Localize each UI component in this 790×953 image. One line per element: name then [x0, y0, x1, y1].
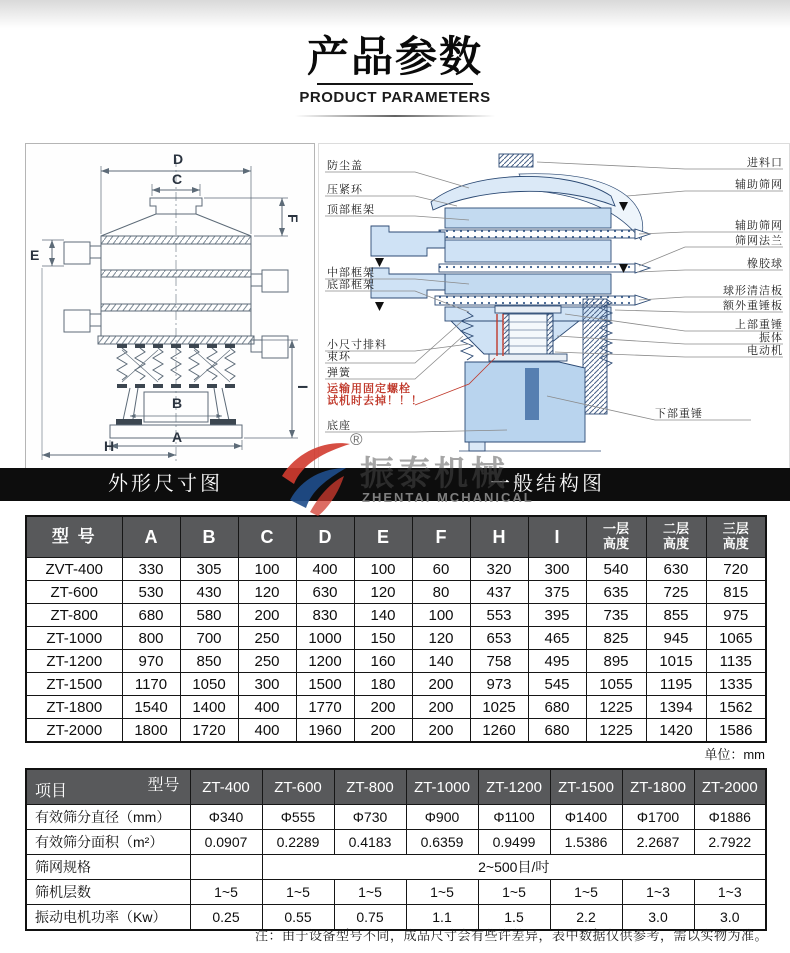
unit-note: 单位：mm: [704, 747, 765, 762]
value-cell: 200: [412, 719, 470, 743]
dim-label-i: I: [295, 385, 311, 389]
value-cell: 100: [412, 604, 470, 627]
value-cell: 720: [706, 558, 766, 581]
value-cell: 160: [354, 650, 412, 673]
value-cell: 1960: [296, 719, 354, 743]
value-cell: 975: [706, 604, 766, 627]
value-cell: 553: [470, 604, 528, 627]
label-vibrating-body: 振体: [759, 332, 783, 344]
dimension-diagram-svg: [26, 144, 314, 469]
value-cell: 120: [412, 627, 470, 650]
table1-header-model: 型 号: [26, 516, 122, 558]
table2-header-model: ZT-1800: [622, 769, 694, 805]
value-cell: 0.4183: [334, 830, 406, 855]
table2-row: [26, 855, 766, 880]
value-cell: 1.5386: [550, 830, 622, 855]
value-cell: 635: [586, 581, 646, 604]
dim-label-b: B: [172, 395, 183, 411]
row-label-cell: 筛网规格: [26, 855, 190, 880]
caption-bar: [0, 468, 790, 501]
value-cell: 800: [122, 627, 180, 650]
value-cell: 1015: [646, 650, 706, 673]
table1-header-height3: 三层高度: [706, 516, 766, 558]
value-cell: Φ555: [262, 805, 334, 830]
value-cell: 1420: [646, 719, 706, 743]
table1-row: [26, 673, 766, 696]
value-cell: Φ1700: [622, 805, 694, 830]
table1-row: [26, 696, 766, 719]
value-cell: 1000: [296, 627, 354, 650]
value-cell: 0.55: [262, 905, 334, 931]
value-cell: 430: [180, 581, 238, 604]
label-base: 底座: [327, 420, 351, 432]
value-cell: 973: [470, 673, 528, 696]
table1-header-height2: 二层高度: [646, 516, 706, 558]
value-cell: 1394: [646, 696, 706, 719]
brand-name-en: ZHENTAI MCHANICAL: [362, 490, 534, 505]
structure-diagram-svg: [319, 144, 789, 469]
label-screen-flange: 筛网法兰: [735, 235, 783, 247]
value-cell: 1~3: [694, 880, 766, 905]
value-cell: 140: [412, 650, 470, 673]
table2-row: [26, 805, 766, 830]
value-cell: 758: [470, 650, 528, 673]
label-ball-cleaning-plate: 球形清洁板: [723, 285, 783, 297]
table1-row: [26, 719, 766, 743]
value-cell: 1025: [470, 696, 528, 719]
footnote: 注：由于设备型号不同，成品尺寸会有些许差异，表中数据仅供参考，需以实物为准。: [254, 928, 768, 943]
table2-corner-cell: [26, 769, 190, 805]
value-cell: 305: [180, 558, 238, 581]
value-cell: 200: [412, 673, 470, 696]
value-cell: 1~5: [478, 880, 550, 905]
header-divider: [295, 115, 495, 117]
table1-header-c: C: [238, 516, 296, 558]
value-cell: 250: [238, 627, 296, 650]
table1-row: [26, 581, 766, 604]
value-cell: 200: [238, 604, 296, 627]
model-cell: ZT-800: [26, 604, 122, 627]
value-cell: 1~3: [622, 880, 694, 905]
model-cell: ZT-1500: [26, 673, 122, 696]
caption-dimension-diagram: 外形尺寸图: [108, 473, 223, 495]
value-cell: 1055: [586, 673, 646, 696]
value-cell: 850: [180, 650, 238, 673]
value-cell: 320: [470, 558, 528, 581]
dim-label-c: C: [172, 171, 183, 187]
table1-header-b: B: [180, 516, 238, 558]
table2-header-model: ZT-800: [334, 769, 406, 805]
value-cell: 1~5: [550, 880, 622, 905]
table1-row: [26, 558, 766, 581]
table1-header-i: I: [528, 516, 586, 558]
dim-label-a: A: [172, 429, 183, 445]
value-cell: 540: [586, 558, 646, 581]
label-motor: 电动机: [747, 345, 783, 357]
value-cell: 3.0: [694, 905, 766, 931]
model-cell: ZT-1000: [26, 627, 122, 650]
value-cell: 0.25: [190, 905, 262, 931]
page-title: 产品参数: [306, 33, 483, 80]
page-header: [0, 34, 790, 117]
table1-header-e: E: [354, 516, 412, 558]
value-cell: 300: [528, 558, 586, 581]
model-cell: ZT-1800: [26, 696, 122, 719]
value-cell: 0.9499: [478, 830, 550, 855]
value-cell: 0.6359: [406, 830, 478, 855]
label-aux-screen-2: 辅助筛网: [735, 220, 783, 232]
value-cell: 1170: [122, 673, 180, 696]
value-cell: 1.1: [406, 905, 478, 931]
value-cell: 680: [122, 604, 180, 627]
value-cell: 1720: [180, 719, 238, 743]
value-cell: 495: [528, 650, 586, 673]
table1-header-f: F: [412, 516, 470, 558]
label-upper-weight: 上部重锤: [735, 319, 783, 331]
value-cell: 1065: [706, 627, 766, 650]
value-cell: 1050: [180, 673, 238, 696]
dim-label-d: D: [173, 151, 184, 167]
label-clamp-ring: 压紧环: [327, 184, 363, 196]
machine-outline: [42, 158, 298, 462]
value-cell: 700: [180, 627, 238, 650]
value-cell: 200: [354, 719, 412, 743]
value-cell: 0.0907: [190, 830, 262, 855]
title-underline: [317, 83, 473, 85]
dim-label-e: E: [30, 247, 40, 263]
value-cell: 1562: [706, 696, 766, 719]
table2-header-row: [26, 769, 766, 805]
value-cell: 150: [354, 627, 412, 650]
table1-header-h: H: [470, 516, 528, 558]
value-cell: 140: [354, 604, 412, 627]
value-cell: 400: [238, 696, 296, 719]
value-cell: 60: [412, 558, 470, 581]
corner-label-item: 项目: [35, 783, 68, 800]
value-cell: 825: [586, 627, 646, 650]
value-cell: 680: [528, 719, 586, 743]
value-cell: Φ340: [190, 805, 262, 830]
top-gradient-strip: [0, 0, 790, 28]
value-cell: 395: [528, 604, 586, 627]
value-cell: 1~5: [262, 880, 334, 905]
table2-header-model: ZT-1200: [478, 769, 550, 805]
merged-value-cell: 2~500目/吋: [262, 855, 766, 880]
row-label-cell: 振动电机功率（Kw）: [26, 905, 190, 931]
value-cell: 1.5: [478, 905, 550, 931]
table2-header-model: ZT-1000: [406, 769, 478, 805]
value-cell: 300: [238, 673, 296, 696]
registered-mark: ®: [350, 430, 363, 449]
value-cell: 1195: [646, 673, 706, 696]
value-cell: 1586: [706, 719, 766, 743]
label-lower-weight: 下部重锤: [655, 408, 703, 420]
brand-name-cn: 振泰机械: [360, 455, 508, 493]
value-cell: 1~5: [190, 880, 262, 905]
value-cell: 1135: [706, 650, 766, 673]
value-cell: 200: [354, 696, 412, 719]
value-cell: 653: [470, 627, 528, 650]
value-cell: 895: [586, 650, 646, 673]
label-extra-weight-plate: 额外重锤板: [723, 300, 783, 312]
value-cell: 250: [238, 650, 296, 673]
corner-label-model: 型号: [147, 777, 180, 794]
value-cell: Φ1100: [478, 805, 550, 830]
value-cell: 1800: [122, 719, 180, 743]
value-cell: 400: [296, 558, 354, 581]
value-cell: 725: [646, 581, 706, 604]
value-cell: 680: [528, 696, 586, 719]
label-aux-screen-1: 辅助筛网: [735, 179, 783, 191]
dim-label-h: H: [104, 438, 115, 454]
label-warning-line2: 试机时去掉！！！: [327, 395, 423, 407]
value-cell: 1260: [470, 719, 528, 743]
page-subtitle: PRODUCT PARAMETERS: [299, 89, 491, 107]
row-label-cell: 有效筛分面积（m²）: [26, 830, 190, 855]
value-cell: Φ900: [406, 805, 478, 830]
label-dust-cover: 防尘盖: [327, 160, 363, 172]
value-cell: 735: [586, 604, 646, 627]
value-cell: 1~5: [406, 880, 478, 905]
value-cell: 100: [238, 558, 296, 581]
model-cell: ZT-600: [26, 581, 122, 604]
label-rubber-ball: 橡胶球: [747, 258, 783, 270]
structure-diagram: [318, 143, 790, 470]
dimension-diagram: [25, 143, 315, 470]
value-cell: 0.75: [334, 905, 406, 931]
table1-header-d: D: [296, 516, 354, 558]
label-bottom-frame: 底部框架: [327, 279, 375, 291]
table2-row: [26, 830, 766, 855]
label-feed-inlet: 进料口: [747, 157, 783, 169]
label-small-discharge: 小尺寸排料: [327, 339, 387, 351]
model-cell: ZT-1200: [26, 650, 122, 673]
value-cell: 830: [296, 604, 354, 627]
table1-header-height1: 一层高度: [586, 516, 646, 558]
value-cell: Φ1400: [550, 805, 622, 830]
value-cell: 1225: [586, 696, 646, 719]
dimension-spec-table: [25, 515, 767, 743]
label-middle-frame: 中部框架: [327, 267, 375, 279]
value-cell: 1500: [296, 673, 354, 696]
label-band-ring: 束环: [327, 351, 351, 363]
value-cell: 1770: [296, 696, 354, 719]
value-cell: 1335: [706, 673, 766, 696]
value-cell: 330: [122, 558, 180, 581]
dim-label-f: F: [285, 214, 301, 223]
value-cell: 375: [528, 581, 586, 604]
value-cell: 1~5: [334, 880, 406, 905]
row-label-cell: 有效筛分直径（mm）: [26, 805, 190, 830]
table1-row: [26, 604, 766, 627]
value-cell: 945: [646, 627, 706, 650]
dimension-labels: [30, 151, 311, 454]
label-warning-line1: 运输用固定螺栓: [327, 383, 411, 395]
label-spring: 弹簧: [327, 367, 351, 379]
value-cell: 80: [412, 581, 470, 604]
value-cell: 437: [470, 581, 528, 604]
value-cell: 1540: [122, 696, 180, 719]
value-cell: 2.7922: [694, 830, 766, 855]
value-cell: 120: [238, 581, 296, 604]
caption-structure-diagram: 一般结构图: [490, 473, 605, 495]
value-cell: 1225: [586, 719, 646, 743]
value-cell: 1200: [296, 650, 354, 673]
value-cell: 815: [706, 581, 766, 604]
value-cell: 855: [646, 604, 706, 627]
value-cell: 120: [354, 581, 412, 604]
value-cell: 400: [238, 719, 296, 743]
value-cell: 465: [528, 627, 586, 650]
table2-row: [26, 880, 766, 905]
value-cell: 2.2: [550, 905, 622, 931]
model-spec-table: [25, 768, 767, 931]
value-cell: 530: [122, 581, 180, 604]
value-cell: 580: [180, 604, 238, 627]
value-cell: 1400: [180, 696, 238, 719]
value-cell: [190, 855, 262, 880]
label-top-frame: 顶部框架: [327, 204, 375, 216]
value-cell: 200: [412, 696, 470, 719]
table2-header-model: ZT-600: [262, 769, 334, 805]
value-cell: 100: [354, 558, 412, 581]
value-cell: 970: [122, 650, 180, 673]
value-cell: 180: [354, 673, 412, 696]
value-cell: 545: [528, 673, 586, 696]
table1-header-row: [26, 516, 766, 558]
table1-header-a: A: [122, 516, 180, 558]
row-label-cell: 筛机层数: [26, 880, 190, 905]
model-cell: ZVT-400: [26, 558, 122, 581]
table2-header-model: ZT-400: [190, 769, 262, 805]
table2-header-model: ZT-1500: [550, 769, 622, 805]
table1-row: [26, 650, 766, 673]
value-cell: Φ1886: [694, 805, 766, 830]
table1-row: [26, 627, 766, 650]
table2-header-model: ZT-2000: [694, 769, 766, 805]
value-cell: 630: [296, 581, 354, 604]
value-cell: Φ730: [334, 805, 406, 830]
value-cell: 0.2289: [262, 830, 334, 855]
value-cell: 630: [646, 558, 706, 581]
structure-labels-right: [655, 155, 783, 420]
value-cell: 3.0: [622, 905, 694, 931]
model-cell: ZT-2000: [26, 719, 122, 743]
value-cell: 2.2687: [622, 830, 694, 855]
